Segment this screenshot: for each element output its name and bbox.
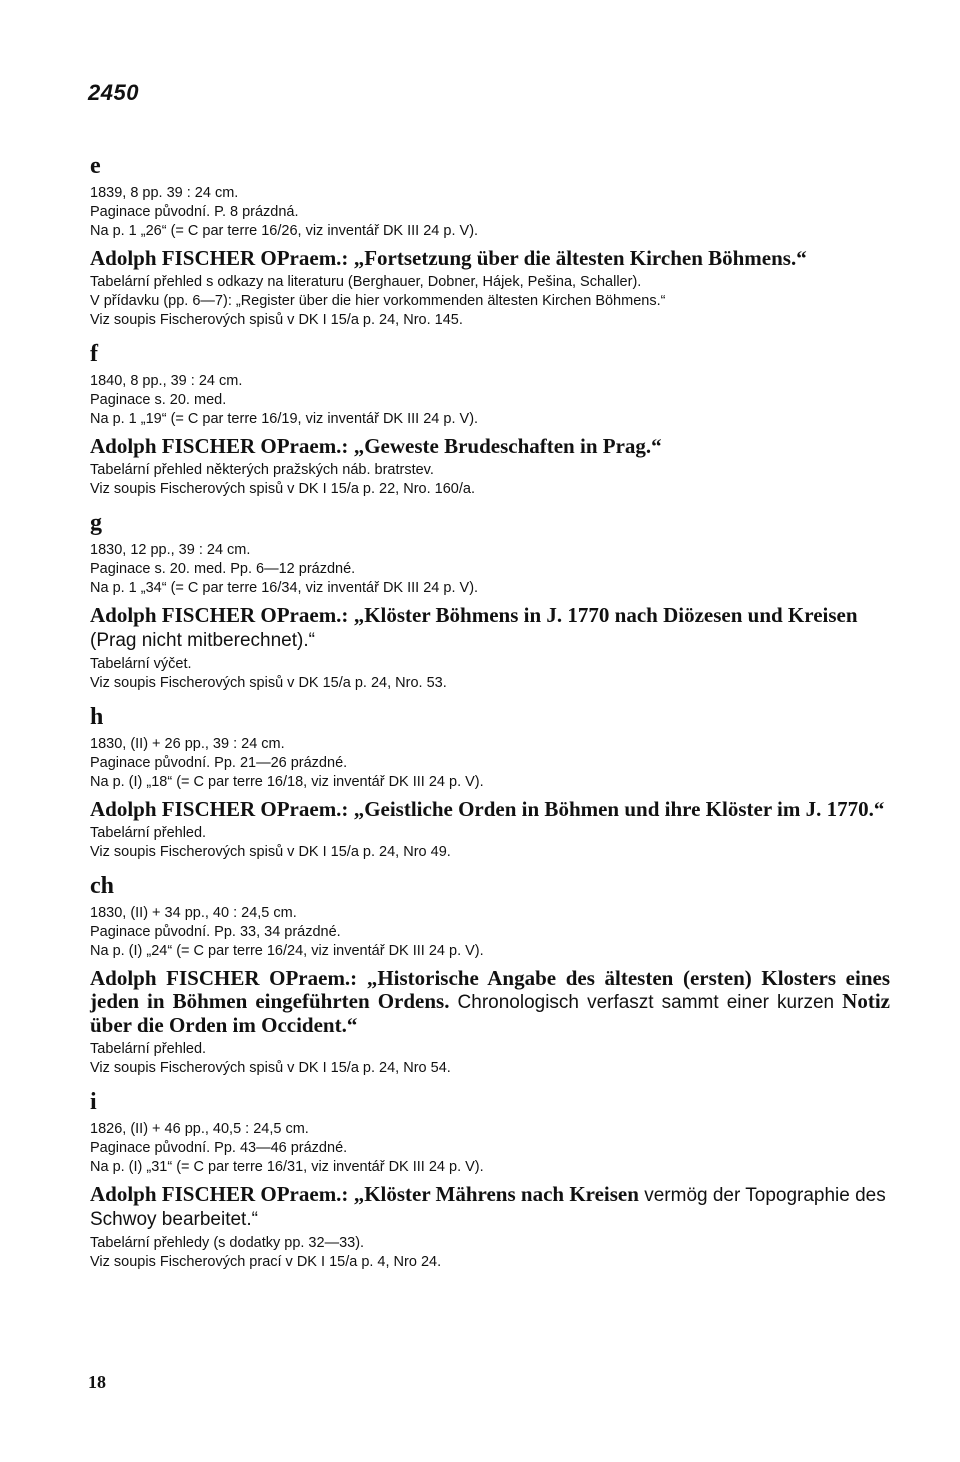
- entry-title-plain: vermög der Topographie des Schwoy bearbeitet.“: [90, 1185, 886, 1230]
- entry-desc-line: Tabelární přehled.: [90, 1041, 207, 1057]
- entry-author: Adolph FISCHER OPraem.:: [90, 246, 349, 270]
- entry-title-plain: Chronologisch verfaszt sammt einer kurzen: [449, 992, 843, 1013]
- page-number: 2450: [88, 80, 139, 105]
- entry-letter: i: [90, 1089, 97, 1115]
- entry-meta-line: Paginace původní. P. 8 prázdná.: [90, 204, 299, 220]
- entry-letter: g: [90, 510, 102, 536]
- entry-title: [90, 435, 890, 458]
- entry-letter: f: [90, 341, 98, 367]
- entry-desc-line: Viz soupis Fischerových spisů v DK I 15/a p. 22, Nro. 160/a.: [90, 481, 475, 497]
- entry-meta-line: Paginace původní. Pp. 21—26 prázdné.: [90, 755, 348, 771]
- footer-page-number: 18: [88, 1372, 106, 1392]
- entry-title-bold: „Geistliche Orden in Böhmen und ihre Klöster im J. 1770.“: [353, 797, 885, 821]
- entry-desc-line: Viz soupis Fischerových spisů v DK I 15/a p. 24, Nro 49.: [90, 844, 451, 860]
- entry-meta-line: Na p. (I) „18“ (= C par terre 16/18, viz inventář DK III 24 p. V).: [90, 774, 484, 790]
- entry-desc-line: Viz soupis Fischerových prací v DK I 15/a p. 4, Nro 24.: [90, 1254, 442, 1270]
- entry-meta-line: Na p. 1 „26“ (= C par terre 16/26, viz inventář DK III 24 p. V).: [90, 223, 479, 239]
- entry-meta-line: Na p. 1 „19“ (= C par terre 16/19, viz inventář DK III 24 p. V).: [90, 411, 479, 427]
- entry-title-bold: „Fortsetzung über die ältesten Kirchen Böhmens.“: [353, 246, 807, 270]
- entry-title-bold: „Geweste Brudeschaften in Prag.“: [353, 434, 662, 458]
- entry-meta-line: Na p. 1 „34“ (= C par terre 16/34, viz inventář DK III 24 p. V).: [90, 580, 479, 596]
- entry-title: [90, 247, 890, 270]
- entry-desc-line: Viz soupis Fischerových spisů v DK I 15/a p. 24, Nro. 145.: [90, 312, 463, 328]
- entry-e: [90, 152, 890, 330]
- entry-meta-line: 1839, 8 pp. 39 : 24 cm.: [90, 185, 239, 201]
- entry-g: [90, 509, 890, 693]
- entry-letter: e: [90, 153, 101, 179]
- entry-desc-line: Tabelární přehled některých pražských náb. bratrstev.: [90, 462, 434, 478]
- entry-meta-line: Na p. (I) „24“ (= C par terre 16/24, viz inventář DK III 24 p. V).: [90, 943, 484, 959]
- entry-desc-line: Tabelární výčet.: [90, 656, 192, 672]
- catalog-content: [90, 150, 890, 1272]
- entry-title: [90, 967, 890, 1037]
- entry-author: Adolph FISCHER OPraem.:: [90, 434, 349, 458]
- entry-desc-line: V přídavku (pp. 6—7): „Register über die hier vorkommenden ältesten Kirchen Böhmens.“: [90, 293, 666, 309]
- entry-title: [90, 1183, 890, 1231]
- entry-ch: [90, 872, 890, 1078]
- entry-desc-line: Tabelární přehled.: [90, 825, 207, 841]
- entry-meta-line: 1826, (II) + 46 pp., 40,5 : 24,5 cm.: [90, 1121, 309, 1137]
- entry-title: [90, 604, 890, 652]
- entry-desc-line: Tabelární přehled s odkazy na literaturu (Berghauer, Dobner, Hájek, Pešina, Schaller).: [90, 274, 642, 290]
- entry-title-plain: (Prag nicht mitberechnet).“: [90, 630, 315, 651]
- entry-letter: h: [90, 704, 104, 730]
- entry-meta-line: Paginace s. 20. med.: [90, 392, 227, 408]
- entry-title: [90, 798, 890, 821]
- entry-meta-line: Paginace původní. Pp. 43—46 prázdné.: [90, 1140, 348, 1156]
- entry-title-bold: „Klöster Böhmens in J. 1770 nach Diözesen und Kreisen: [353, 603, 858, 627]
- entry-desc-line: Tabelární přehledy (s dodatky pp. 32—33).: [90, 1235, 365, 1251]
- entry-author: Adolph FISCHER OPraem.:: [90, 603, 349, 627]
- entry-meta-line: Paginace původní. Pp. 33, 34 prázdné.: [90, 924, 341, 940]
- entry-title-bold-2: Notiz über die Orden im Occident.“: [90, 989, 890, 1037]
- entry-author: Adolph FISCHER OPraem.:: [90, 966, 358, 990]
- entry-meta-line: 1830, 12 pp., 39 : 24 cm.: [90, 542, 251, 558]
- entry-f: [90, 340, 890, 499]
- entry-letter: ch: [90, 873, 114, 899]
- entry-meta-line: 1830, (II) + 34 pp., 40 : 24,5 cm.: [90, 905, 297, 921]
- entry-desc-line: Viz soupis Fischerových spisů v DK I 15/a p. 24, Nro 54.: [90, 1060, 451, 1076]
- entry-meta-line: 1840, 8 pp., 39 : 24 cm.: [90, 373, 243, 389]
- entry-h: [90, 703, 890, 862]
- entry-meta-line: Paginace s. 20. med. Pp. 6—12 prázdné.: [90, 561, 356, 577]
- entry-title-bold: „Klöster Mährens nach Kreisen: [353, 1182, 639, 1206]
- entry-title-bold: „Historische Angabe des ältesten (ersten) Klosters eines jeden in Böhmen eingeführten Ordens.: [90, 966, 890, 1013]
- entry-meta-line: 1830, (II) + 26 pp., 39 : 24 cm.: [90, 736, 285, 752]
- entry-desc-line: Viz soupis Fischerových spisů v DK 15/a p. 24, Nro. 53.: [90, 675, 447, 691]
- entry-author: Adolph FISCHER OPraem.:: [90, 1182, 349, 1206]
- entry-author: Adolph FISCHER OPraem.:: [90, 797, 349, 821]
- entry-meta-line: Na p. (I) „31“ (= C par terre 16/31, viz inventář DK III 24 p. V).: [90, 1159, 484, 1175]
- entry-i: [90, 1088, 890, 1272]
